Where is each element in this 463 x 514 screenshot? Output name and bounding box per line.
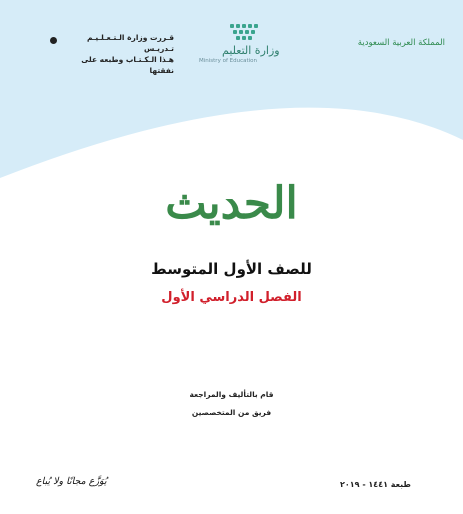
ministry-decree bbox=[62, 32, 174, 76]
bullet-dot bbox=[50, 37, 57, 44]
credits-line-2: فريق من المتخصصين bbox=[191, 408, 272, 417]
decree-line-1: قـررت وزارة الـتـعـلـيـم تـدريـس bbox=[86, 33, 174, 53]
edition-label: طبعة ١٤٤١ - ٢٠١٩ bbox=[340, 480, 411, 489]
term-label: الفصل الدراسي الأول bbox=[161, 290, 302, 305]
decree-line-2: هـذا الـكـتـاب وطبعه على نفقتها bbox=[81, 55, 174, 75]
free-distribution-notice: يُوَزَّع مجانًا ولا يُباع bbox=[36, 476, 107, 487]
ministry-name-ar: وزارة التعليم bbox=[222, 44, 280, 57]
kingdom-label: المملكة العربية السعودية bbox=[357, 38, 445, 48]
book-title: الحديث bbox=[165, 178, 298, 229]
grade-label: للصف الأول المتوسط bbox=[151, 260, 312, 278]
credits-line-1: قام بالتأليف والمراجعة bbox=[189, 390, 274, 399]
ministry-name-en: Ministry of Education bbox=[199, 58, 258, 64]
